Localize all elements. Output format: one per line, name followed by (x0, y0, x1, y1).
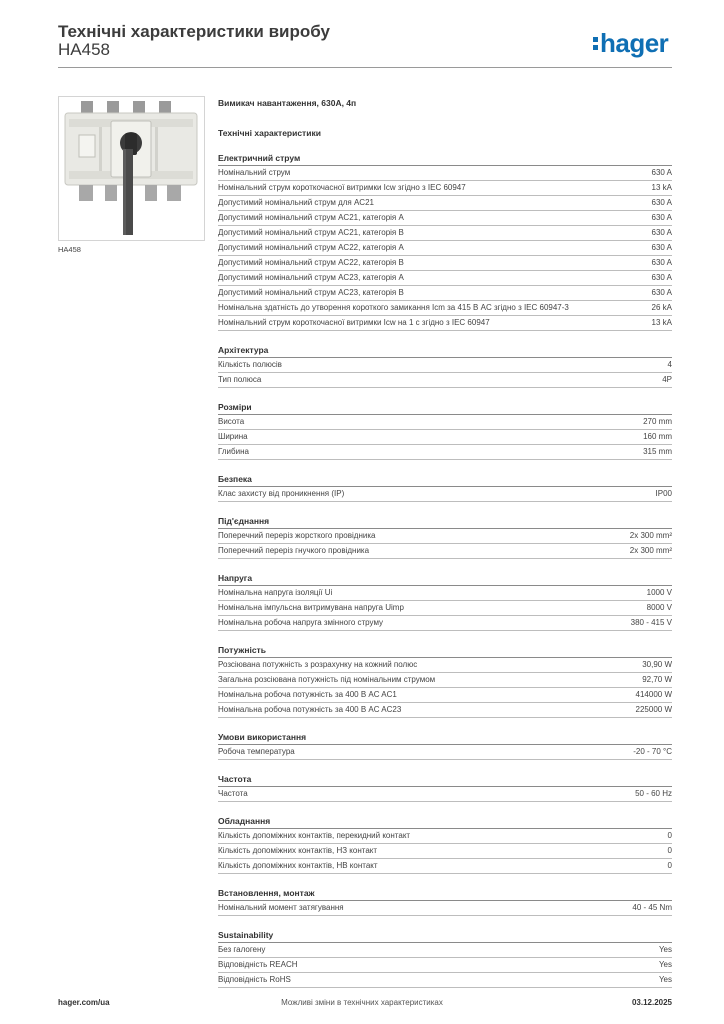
hager-logo[interactable] (593, 28, 668, 58)
footer-notice: Можливі зміни в технічних характеристиках (281, 998, 443, 1007)
header-divider (58, 67, 672, 68)
spec-value: 30,90 W (642, 660, 672, 669)
spec-label: Поперечний переріз жорсткого провідника (218, 531, 376, 540)
section-title: Встановлення, монтаж (218, 887, 672, 901)
spec-label: Відповідність RoHS (218, 975, 291, 984)
spec-value: Yes (658, 975, 672, 984)
spec-value: 2x 300 mm² (629, 531, 672, 540)
product-image (58, 96, 205, 241)
spec-value: 1000 V (646, 588, 672, 597)
spec-value: 92,70 W (642, 675, 672, 684)
spec-label: Номінальний момент затягування (218, 903, 344, 912)
spec-label: Загальна розсіювана потужність під номінальним струмом (218, 675, 436, 684)
spec-value: 630 A (651, 198, 672, 207)
section-title: Архітектура (218, 344, 672, 358)
spec-value: 630 A (651, 273, 672, 282)
spec-row (218, 271, 672, 286)
spec-value: 225000 W (635, 705, 672, 714)
spec-row (218, 166, 672, 181)
spec-value: 4 (667, 360, 672, 369)
spec-value: -20 - 70 °C (633, 747, 672, 756)
spec-label: Номінальна робоча потужність за 400 В AC AC23 (218, 705, 402, 714)
spec-value: 380 - 415 V (630, 618, 672, 627)
spec-row (218, 859, 672, 874)
section-title: Напруга (218, 572, 672, 586)
spec-row (218, 256, 672, 271)
footer-date: 03.12.2025 (631, 998, 672, 1007)
spec-value: 630 A (651, 243, 672, 252)
spec-value: 13 kA (651, 183, 672, 192)
product-name: Вимикач навантаження, 630А, 4п (218, 98, 357, 108)
section-title: Електричний струм (218, 152, 672, 166)
spec-value: 8000 V (646, 603, 672, 612)
spec-label: Кількість допоміжних контактів, перекидний контакт (218, 831, 411, 840)
spec-label: Допустимий номінальний струм AC22, категорія B (218, 258, 404, 267)
spec-row (218, 586, 672, 601)
spec-value: 160 mm (643, 432, 672, 441)
section-title: Обладнання (218, 815, 672, 829)
image-caption: HA458 (58, 245, 81, 254)
spec-row (218, 616, 672, 631)
spec-value: 630 A (651, 213, 672, 222)
spec-row (218, 787, 672, 802)
spec-content (218, 97, 672, 988)
section-title: Безпека (218, 473, 672, 487)
spec-label: Частота (218, 789, 248, 798)
spec-row (218, 196, 672, 211)
spec-section (218, 731, 672, 760)
spec-section (218, 515, 672, 559)
spec-row (218, 601, 672, 616)
spec-value: 0 (667, 831, 672, 840)
spec-label: Допустимий номінальний струм AC23, категорія A (218, 273, 404, 282)
spec-value: 26 kA (651, 303, 672, 312)
spec-row (218, 544, 672, 559)
spec-label: Номінальна імпульсна витримувана напруга Uimp (218, 603, 404, 612)
spec-section (218, 644, 672, 718)
section-title: Розміри (218, 401, 672, 415)
spec-row (218, 658, 672, 673)
section-title: Sustainability (218, 929, 672, 943)
spec-section (218, 929, 672, 988)
logo-text: hager (600, 28, 669, 58)
section-title: Під'єднання (218, 515, 672, 529)
spec-row (218, 226, 672, 241)
spec-value: 630 A (651, 168, 672, 177)
spec-label: Поперечний переріз гнучкого провідника (218, 546, 370, 555)
spec-row (218, 958, 672, 973)
spec-value: 40 - 45 Nm (632, 903, 672, 912)
spec-section (218, 572, 672, 631)
spec-value: 414000 W (635, 690, 672, 699)
section-title: Потужність (218, 644, 672, 658)
spec-label: Кількість полюсів (218, 360, 282, 369)
spec-label: Клас захисту від проникнення (IP) (218, 489, 345, 498)
section-title: Умови використання (218, 731, 672, 745)
spec-label: Номінальна робоча потужність за 400 В AC AC1 (218, 690, 397, 699)
section-title: Частота (218, 773, 672, 787)
spec-row (218, 529, 672, 544)
spec-row (218, 844, 672, 859)
spec-label: Номінальна робоча напруга змінного струму (218, 618, 384, 627)
spec-value: 0 (667, 846, 672, 855)
spec-label: Допустимий номінальний струм AC23, категорія B (218, 288, 404, 297)
spec-row (218, 973, 672, 988)
spec-label: Тип полюса (218, 375, 262, 384)
spec-value: Yes (658, 945, 672, 954)
spec-value: 630 A (651, 288, 672, 297)
specs-title: Технічні характеристики (218, 128, 321, 138)
spec-row (218, 286, 672, 301)
spec-value: Yes (658, 960, 672, 969)
spec-section (218, 401, 672, 460)
spec-label: Номінальний струм короткочасної витримки Icw на 1 с згідно з IEC 60947 (218, 318, 490, 327)
spec-label: Допустимий номінальний струм для AC21 (218, 198, 374, 207)
spec-section (218, 815, 672, 874)
spec-value: 2x 300 mm² (629, 546, 672, 555)
spec-section (218, 344, 672, 388)
spec-row (218, 358, 672, 373)
spec-label: Допустимий номінальний струм AC21, категорія B (218, 228, 404, 237)
spec-label: Номінальний струм короткочасної витримки Icw згідно з IEC 60947 (218, 183, 466, 192)
spec-row (218, 445, 672, 460)
spec-row (218, 316, 672, 331)
spec-label: Без галогену (218, 945, 266, 954)
spec-row (218, 688, 672, 703)
spec-row (218, 745, 672, 760)
spec-row (218, 943, 672, 958)
spec-label: Розсіювана потужність з розрахунку на кожний полюс (218, 660, 418, 669)
spec-row (218, 487, 672, 502)
spec-row (218, 373, 672, 388)
spec-row (218, 901, 672, 916)
spec-row (218, 415, 672, 430)
spec-value: 630 A (651, 228, 672, 237)
spec-value: 630 A (651, 258, 672, 267)
spec-label: Допустимий номінальний струм AC22, категорія A (218, 243, 404, 252)
spec-label: Номінальна здатність до утворення короткого замикання Icm за 415 В AC згідно з IEC 60947-3 (218, 303, 569, 312)
spec-sections (218, 152, 672, 988)
spec-label: Кількість допоміжних контактів, НЗ контакт (218, 846, 378, 855)
load-switch-icon (59, 97, 204, 240)
logo-dots-icon (593, 37, 598, 50)
spec-row (218, 181, 672, 196)
spec-label: Номінальний струм (218, 168, 291, 177)
page-title: Технічні характеристики виробу (58, 22, 330, 41)
spec-value: 50 - 60 Hz (635, 789, 672, 798)
spec-label: Номінальна напруга ізоляції Ui (218, 588, 333, 597)
spec-section (218, 887, 672, 916)
footer-website-link[interactable]: hager.com/ua (58, 998, 110, 1007)
spec-value: 4P (662, 375, 672, 384)
spec-row (218, 301, 672, 316)
spec-value: 0 (667, 861, 672, 870)
spec-value: 315 mm (643, 447, 672, 456)
spec-label: Висота (218, 417, 245, 426)
spec-row (218, 703, 672, 718)
spec-value: IP00 (655, 489, 672, 498)
spec-section (218, 773, 672, 802)
spec-value: 13 kA (651, 318, 672, 327)
spec-section (218, 473, 672, 502)
product-code: HA458 (58, 40, 110, 59)
spec-label: Глибина (218, 447, 249, 456)
spec-label: Допустимий номінальний струм AC21, категорія A (218, 213, 404, 222)
spec-label: Кількість допоміжних контактів, НВ контакт (218, 861, 378, 870)
spec-row (218, 673, 672, 688)
spec-row (218, 829, 672, 844)
spec-label: Ширина (218, 432, 248, 441)
spec-row (218, 430, 672, 445)
spec-label: Відповідність REACH (218, 960, 298, 969)
spec-section (218, 152, 672, 331)
spec-row (218, 211, 672, 226)
spec-row (218, 241, 672, 256)
spec-value: 270 mm (643, 417, 672, 426)
spec-label: Робоча температура (218, 747, 295, 756)
